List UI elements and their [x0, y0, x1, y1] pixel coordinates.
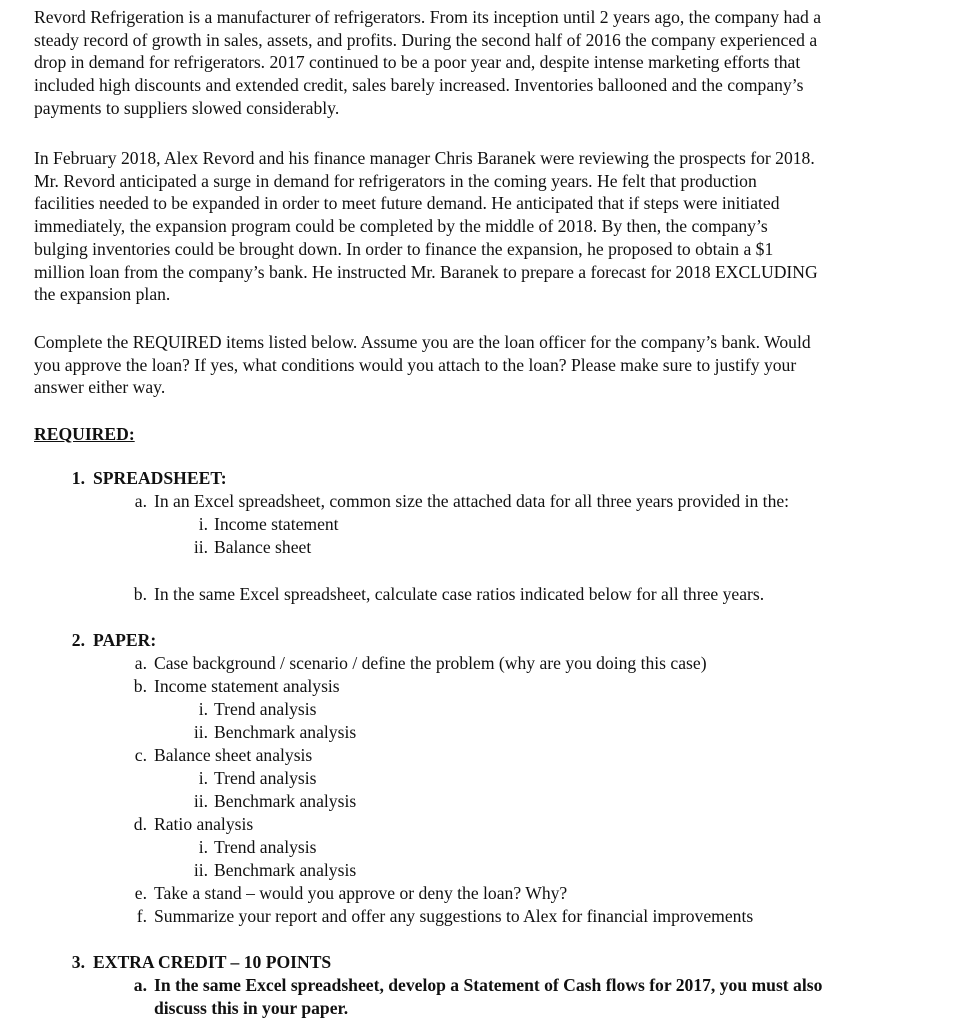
- text-line: included high discounts and extended credit, sales barely increased. Inventories ballooned and the company’s: [34, 75, 804, 96]
- list-item-text: In an Excel spreadsheet, common size the attached data for all three years provided in the:: [154, 491, 790, 511]
- list-item-text: Income statement: [214, 514, 339, 534]
- list-marker: ii.: [193, 537, 208, 557]
- list-item-text: Income statement analysis: [154, 676, 340, 696]
- text-line: bulging inventories could be brought down. In order to finance the expansion, he proposed to obtain a $1: [34, 238, 774, 259]
- list-item-text: Trend analysis: [214, 699, 317, 719]
- list-item-text: Balance sheet: [214, 537, 312, 557]
- list-item-text: Ratio analysis: [154, 814, 254, 834]
- list-marker: c.: [134, 745, 147, 765]
- section-title: PAPER:: [93, 630, 157, 650]
- required-heading: REQUIRED:: [34, 424, 135, 444]
- list-marker: ii.: [193, 791, 208, 811]
- text-line: Complete the REQUIRED items listed below. Assume you are the loan officer for the company’s bank. Would: [34, 332, 811, 352]
- list-marker: a.: [134, 491, 147, 511]
- intro-paragraph-3: [34, 331, 949, 399]
- list-marker: ii.: [193, 860, 208, 880]
- list-item-text: In the same Excel spreadsheet, develop a Statement of Cash flows for 2017, you must also: [154, 975, 823, 995]
- list-item-text: In the same Excel spreadsheet, calculate case ratios indicated below for all three years.: [154, 584, 765, 604]
- list-marker: 3.: [71, 952, 85, 972]
- list-item-text: Benchmark analysis: [214, 722, 357, 742]
- list-item-text: Summarize your report and offer any suggestions to Alex for financial improvements: [154, 906, 754, 926]
- section-title: EXTRA CREDIT – 10 POINTS: [93, 952, 332, 972]
- list-item-text: discuss this in your paper.: [154, 998, 349, 1018]
- list-marker: i.: [198, 699, 208, 719]
- list-marker: i.: [198, 514, 208, 534]
- section-title: SPREADSHEET:: [93, 468, 227, 488]
- list-marker: d.: [133, 814, 147, 834]
- list-marker: b.: [133, 676, 147, 696]
- text-line: drop in demand for refrigerators. 2017 continued to be a poor year and, despite intense marketing efforts that: [34, 52, 801, 73]
- list-item-text: Trend analysis: [214, 768, 317, 788]
- list-marker: e.: [134, 883, 147, 903]
- list-item-text: Balance sheet analysis: [154, 745, 313, 765]
- list-marker: i.: [198, 768, 208, 788]
- text-line: steady record of growth in sales, assets, and profits. During the second half of 2016 the company experienced a: [34, 29, 818, 50]
- list-marker: i.: [198, 837, 208, 857]
- text-line: In February 2018, Alex Revord and his finance manager Chris Baranek were reviewing the prospects for 2018.: [34, 148, 815, 168]
- list-item-text: Take a stand – would you approve or deny the loan? Why?: [154, 883, 568, 903]
- text-line: immediately, the expansion program could be completed by the middle of 2018. By then, the company’s: [34, 216, 768, 237]
- text-line: answer either way.: [34, 377, 166, 398]
- list-marker: a.: [133, 975, 147, 995]
- list-marker: 2.: [71, 630, 85, 650]
- list-marker: f.: [136, 906, 147, 926]
- list-marker: a.: [134, 653, 147, 673]
- list-marker: ii.: [193, 722, 208, 742]
- text-line: Mr. Revord anticipated a surge in demand for refrigerators in the coming years. He felt that production: [34, 170, 757, 191]
- list-marker: 1.: [71, 468, 85, 488]
- intro-paragraph-2: [34, 147, 949, 306]
- text-line: the expansion plan.: [34, 284, 171, 305]
- list-marker: b.: [133, 584, 147, 604]
- text-line: facilities needed to be expanded in order to meet future demand. He anticipated that if steps were initiated: [34, 193, 780, 214]
- text-line: million loan from the company’s bank. He instructed Mr. Baranek to prepare a forecast for 2018 EXCLUDING: [34, 261, 818, 282]
- text-line: you approve the loan? If yes, what conditions would you attach to the loan? Please make sure to justify your: [34, 354, 797, 375]
- list-item-text: Trend analysis: [214, 837, 317, 857]
- intro-paragraph-1: [34, 6, 949, 120]
- text-line: Revord Refrigeration is a manufacturer of refrigerators. From its inception until 2 years ago, the company had a: [34, 7, 822, 27]
- list-item-text: Case background / scenario / define the problem (why are you doing this case): [154, 653, 707, 673]
- text-line: payments to suppliers slowed considerably.: [34, 97, 340, 118]
- list-item-text: Benchmark analysis: [214, 791, 357, 811]
- list-item-text: Benchmark analysis: [214, 860, 357, 880]
